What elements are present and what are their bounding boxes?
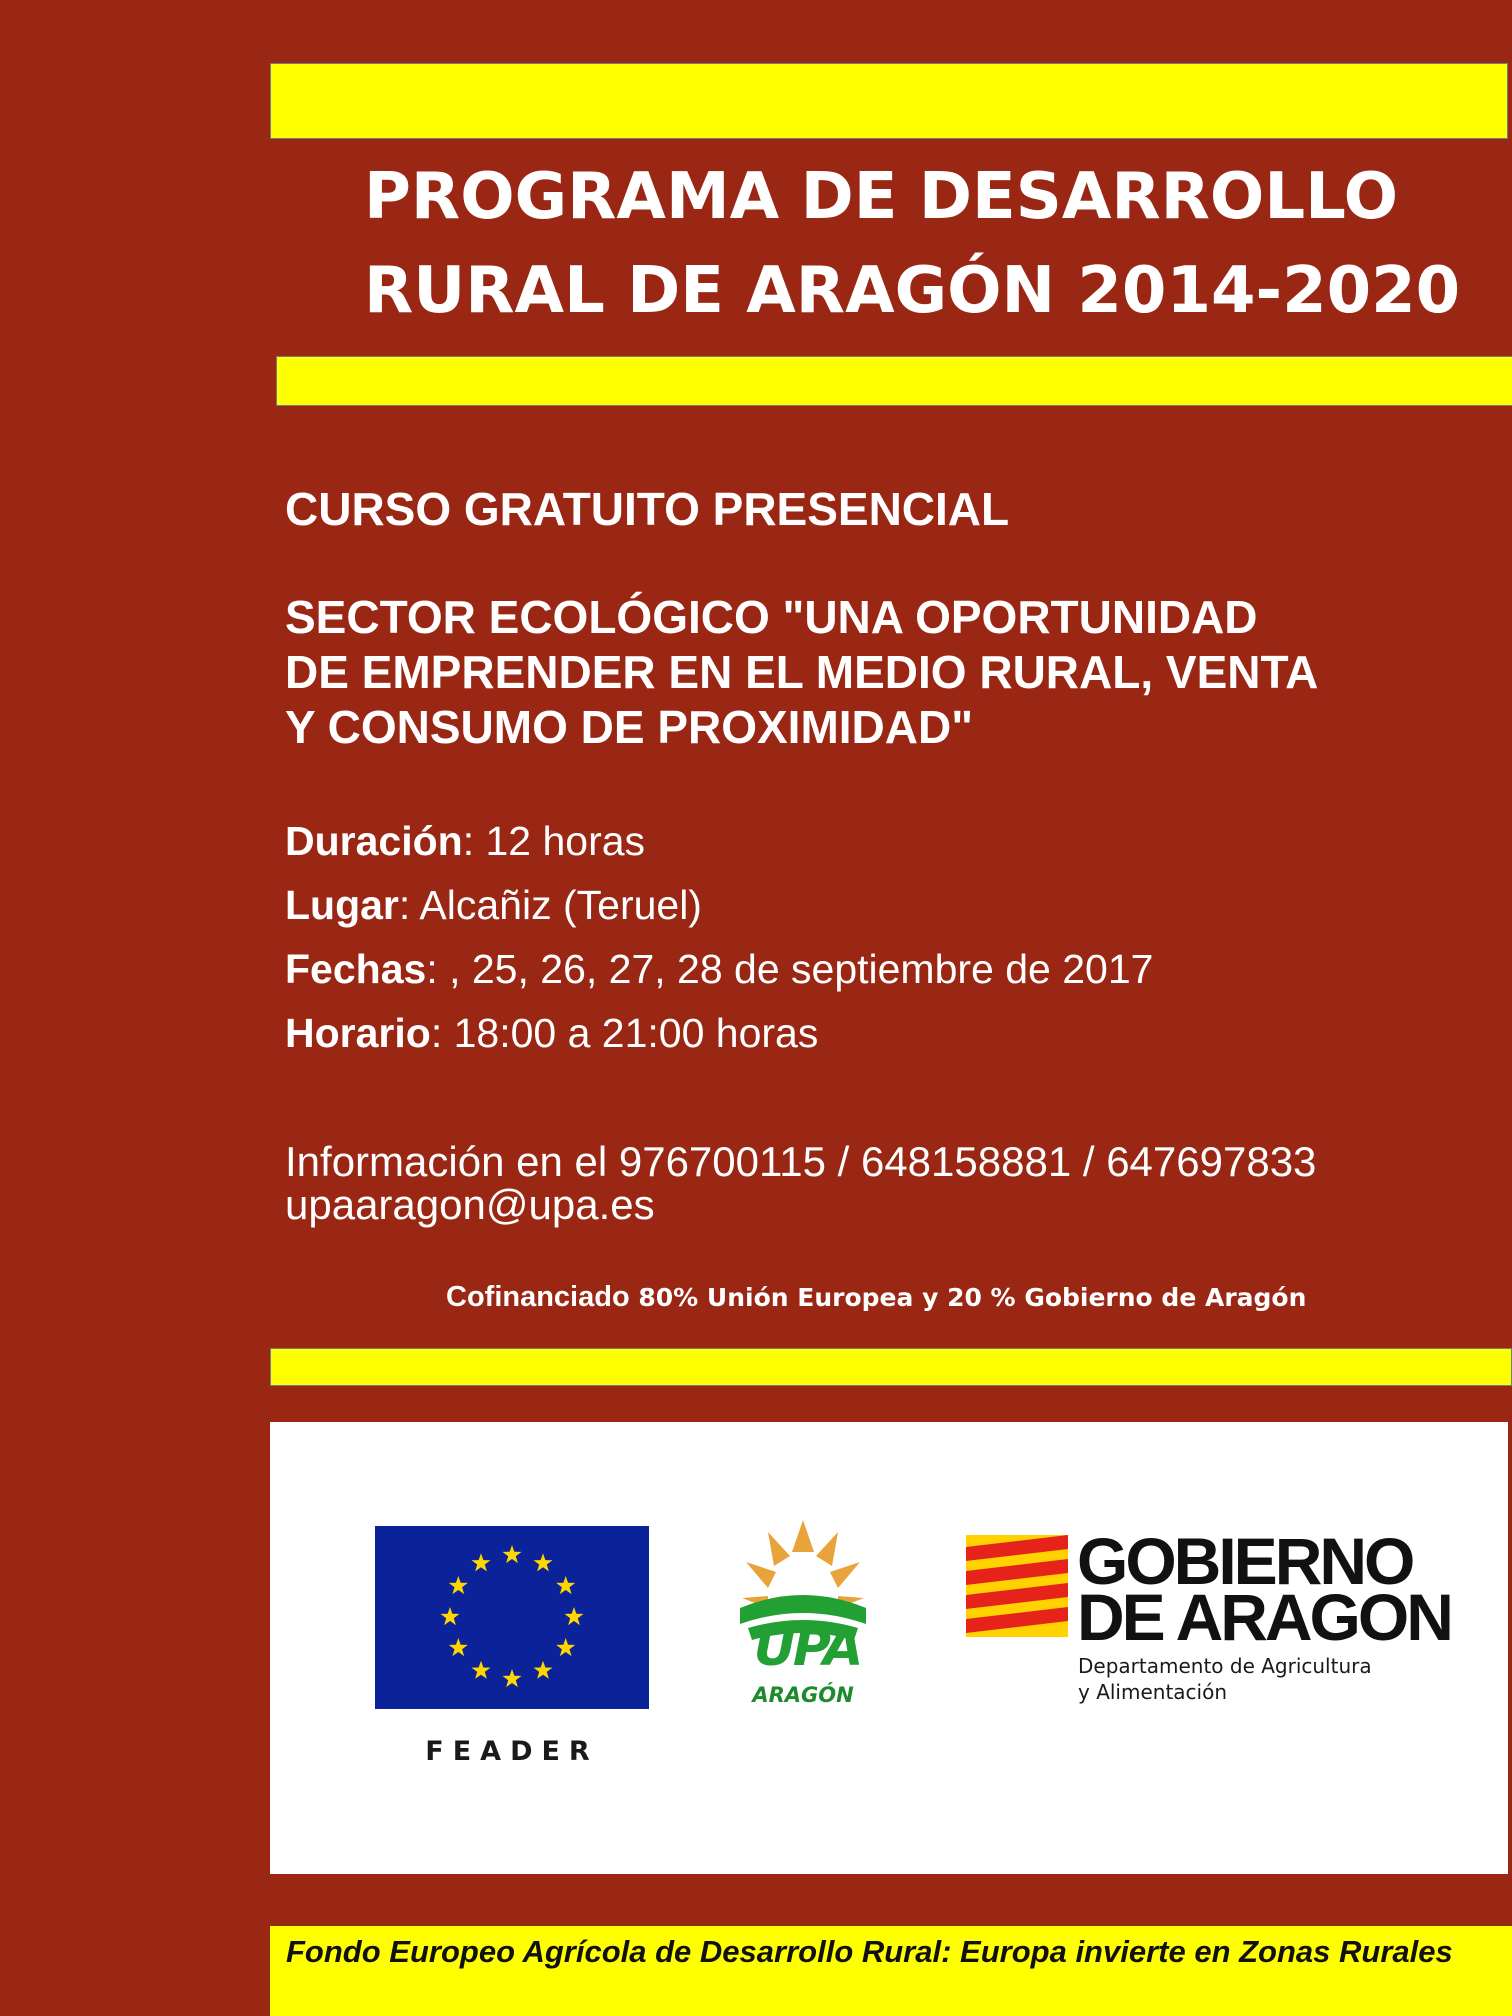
detail-schedule (285, 1010, 818, 1057)
eu-flag-icon (375, 1526, 649, 1709)
detail-duration (285, 818, 645, 865)
upa-region-label: ARAGÓN (752, 1683, 854, 1707)
info-phones: Información en el 976700115 / 648158881 / 647697833 (285, 1138, 1317, 1185)
top-yellow-band (270, 63, 1508, 139)
middle-yellow-band (276, 356, 1512, 406)
course-title-line-1: SECTOR ECOLÓGICO "UNA OPORTUNIDAD (285, 591, 1258, 643)
title-word-1: PROGRAMA (364, 160, 780, 234)
gov-department-line-1: Departamento de Agricultura (1078, 1654, 1372, 1678)
detail-value: : 12 horas (462, 818, 646, 864)
cofinancing-lead: Cofinanciado (446, 1281, 630, 1313)
title-word-3: DESARROLLO (918, 160, 1398, 234)
program-title (364, 150, 1461, 338)
detail-value: : 18:00 a 21:00 horas (430, 1010, 819, 1056)
title-line-2: RURAL DE ARAGÓN 2014-2020 (364, 254, 1461, 328)
course-type: CURSO GRATUITO PRESENCIAL (285, 483, 1010, 535)
detail-label: Duración (285, 818, 463, 864)
gov-name-line-2: DE ARAGON (1077, 1580, 1451, 1654)
cofinancing-rest: 80% Unión Europea y 20 % Gobierno de Aragón (629, 1283, 1307, 1312)
upa-wordmark: UPA (753, 1618, 861, 1678)
course-title (285, 590, 1465, 755)
aragon-flag-icon (966, 1535, 1068, 1637)
detail-label: Lugar (285, 882, 399, 928)
title-word-2: DE (800, 160, 898, 234)
course-title-line-2: DE EMPRENDER EN EL MEDIO RURAL, VENTA (285, 646, 1319, 698)
lower-yellow-band (270, 1348, 1512, 1386)
feader-label: FEADER (425, 1736, 599, 1767)
detail-label: Horario (285, 1010, 431, 1056)
gov-department-line-2: y Alimentación (1078, 1680, 1228, 1704)
gov-name-line-1: GOBIERNO (1077, 1524, 1413, 1598)
detail-place (285, 882, 702, 929)
detail-value: : Alcañiz (Teruel) (398, 882, 702, 928)
info-email[interactable]: upaaragon@upa.es (285, 1181, 655, 1228)
cofinancing-note (446, 1281, 1306, 1314)
course-title-line-3: Y CONSUMO DE PROXIMIDAD" (285, 701, 974, 753)
footer-text: Fondo Europeo Agrícola de Desarrollo Rural: Europa invierte en Zonas Rurales (286, 1934, 1453, 1969)
detail-dates (285, 946, 1153, 993)
detail-value: : , 25, 26, 27, 28 de septiembre de 2017 (426, 946, 1154, 992)
detail-label: Fechas (285, 946, 427, 992)
